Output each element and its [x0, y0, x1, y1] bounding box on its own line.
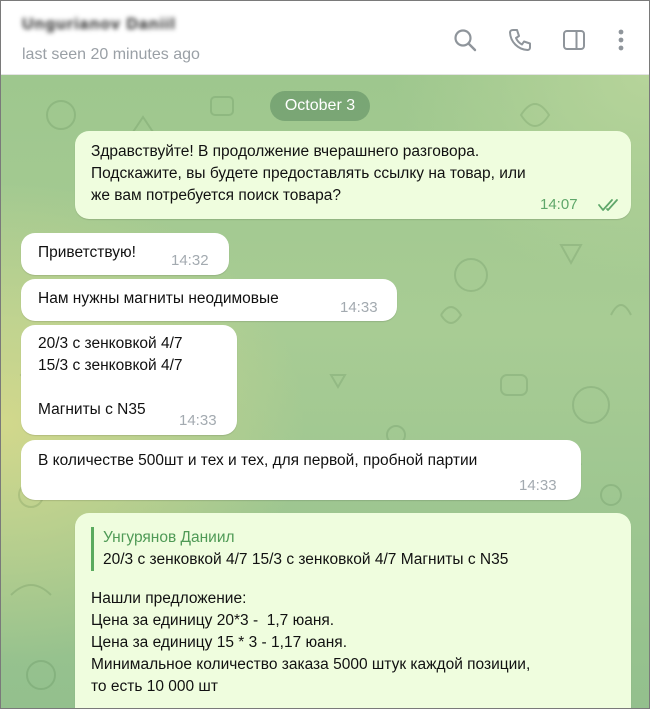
incoming-message[interactable]	[21, 440, 581, 500]
contact-name[interactable]: Ungurianov Daniil	[22, 16, 176, 33]
phone-icon[interactable]	[507, 27, 533, 53]
message-time: 14:07	[540, 196, 578, 213]
message-text-line: Здравствуйте! В продолжение вчерашнего разговора.	[91, 143, 480, 160]
outgoing-message[interactable]	[75, 513, 631, 708]
message-text-line: 20/3 с зенковкой 4/7	[38, 335, 183, 352]
message-time: 14:33	[340, 299, 378, 316]
sidebar-toggle-icon[interactable]	[561, 27, 587, 53]
message-text-line: Подскажите, вы будете предоставлять ссылку на товар, или	[91, 165, 526, 182]
chat-header	[1, 1, 649, 75]
outgoing-message[interactable]	[75, 131, 631, 219]
incoming-message[interactable]	[21, 325, 237, 435]
last-seen-status: last seen 20 minutes ago	[22, 46, 200, 63]
message-text-line: то есть 10 000 шт	[91, 678, 218, 695]
message-text-line: Нашли предложение:	[91, 590, 247, 607]
message-time: 14:33	[179, 412, 217, 429]
message-text-line: Нам нужны магниты неодимовые	[38, 290, 279, 307]
message-text-line	[38, 377, 183, 399]
message-text-line: Цена за единицу 15 * 3 - 1,17 юаня.	[91, 634, 347, 651]
message-text-line: Приветствую!	[38, 244, 136, 261]
reply-text: 20/3 с зенковкой 4/7 15/3 с зенковкой 4/7 Магниты с N35	[103, 551, 509, 568]
incoming-message[interactable]	[21, 279, 397, 321]
search-icon[interactable]	[452, 27, 478, 53]
message-time: 14:32	[171, 252, 209, 269]
chat-area[interactable]	[1, 75, 649, 708]
incoming-message[interactable]	[21, 233, 229, 275]
more-menu-icon[interactable]	[608, 27, 634, 53]
message-text-line: В количестве 500шт и тех и тех, для первой, пробной партии	[38, 452, 478, 469]
message-text-line: же вам потребуется поиск товара?	[91, 187, 341, 204]
message-text-line: 15/3 с зенковкой 4/7	[38, 357, 183, 374]
message-time: 14:33	[519, 477, 557, 494]
message-text-line: Магниты с N35	[38, 401, 146, 418]
message-text-line: Цена за единицу 20*3 - 1,7 юаня.	[91, 612, 335, 629]
double-check-read-icon	[597, 198, 623, 212]
reply-author: Унгурянов Даниил	[103, 529, 235, 546]
date-separator: October 3	[270, 91, 370, 121]
reply-quote[interactable]	[91, 527, 508, 571]
message-text-line: Минимальное количество заказа 5000 штук каждой позиции,	[91, 656, 531, 673]
